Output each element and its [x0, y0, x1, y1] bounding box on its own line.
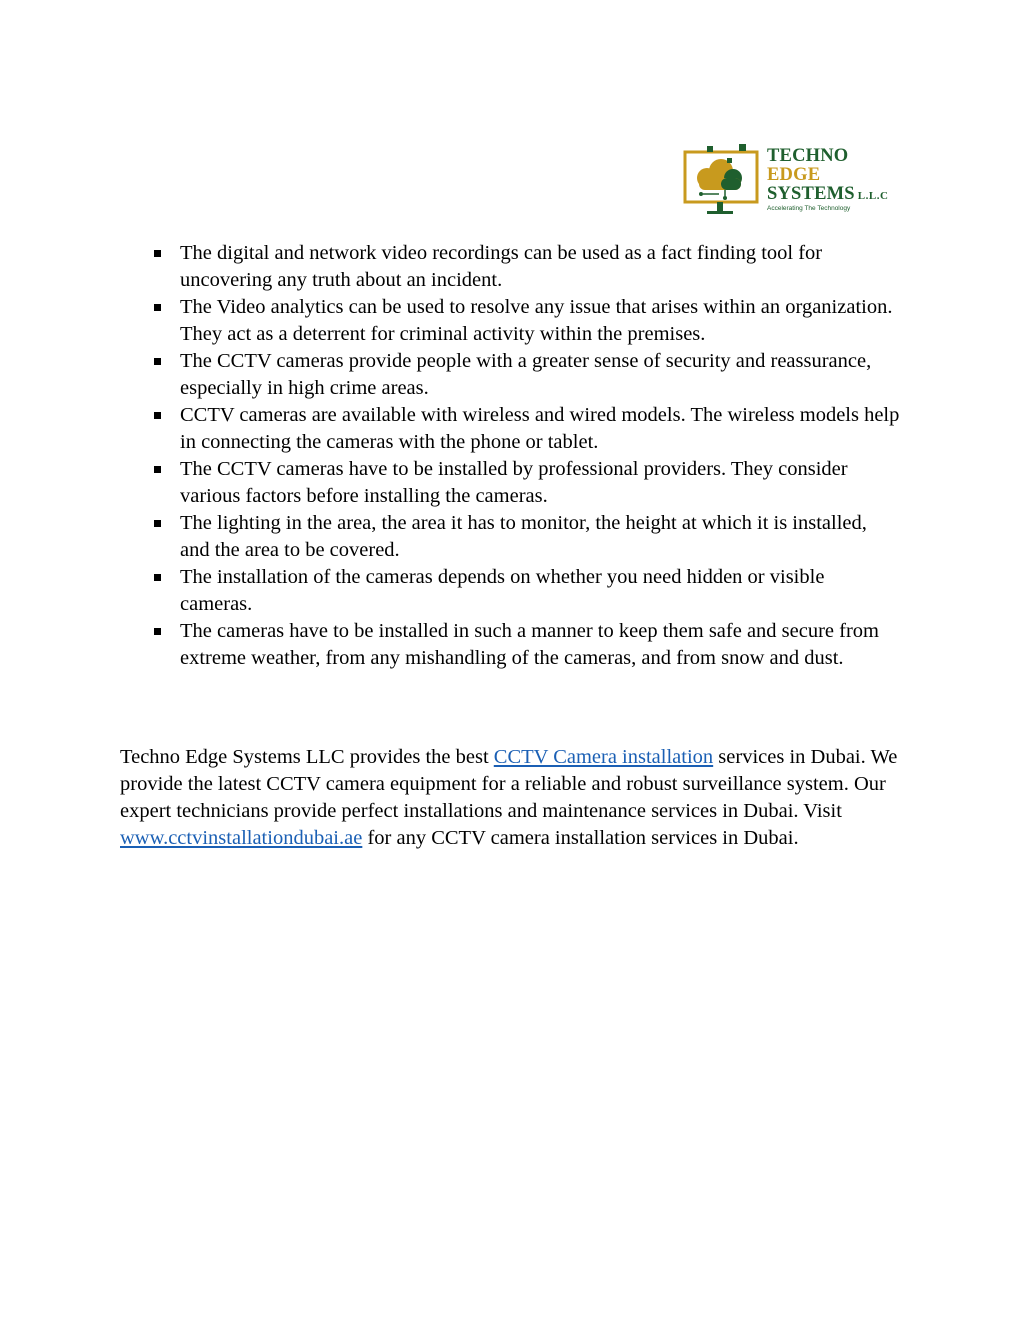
square-bullet-icon — [154, 250, 161, 257]
bullet-text: The CCTV cameras have to be installed by professional providers. They consider various factors before installing the cameras. — [180, 458, 848, 507]
logo-line-systems — [767, 185, 907, 206]
square-bullet-icon — [154, 304, 161, 311]
cctv-installation-link[interactable]: CCTV Camera installation — [493, 746, 714, 768]
logo-systems-text: SYSTEMS — [767, 184, 855, 204]
list-item — [0, 618, 900, 672]
logo-wordmark — [767, 147, 907, 213]
bullet-text: The cameras have to be installed in such a manner to keep them safe and secure from extreme weather, from any mishandling of the cameras, and from snow and dust. — [180, 620, 879, 669]
paragraph-text-2: services in Dubai. We provide the latest CCTV camera equipment for a reliable and robust surveillance system. Our expert technicians provide perfect installations and maintenance services in Dubai. Visit — [120, 746, 898, 822]
paragraph-text-3: for any CCTV camera installation services in Dubai. — [362, 827, 799, 849]
list-item — [0, 510, 900, 564]
logo-suffix: L.L.C — [857, 190, 889, 202]
cloud-monitor-logo-icon — [683, 144, 761, 218]
square-bullet-icon — [154, 358, 161, 365]
list-item — [0, 564, 900, 618]
closing-paragraph — [120, 744, 900, 852]
square-bullet-icon — [154, 628, 161, 635]
benefits-bullet-list — [0, 240, 1024, 672]
logo-line-techno: TECHNO — [767, 146, 849, 166]
list-item — [0, 348, 900, 402]
square-bullet-icon — [154, 520, 161, 527]
bullet-text: The digital and network video recordings can be used as a fact finding tool for uncovering any truth about an incident. — [180, 242, 823, 291]
bullet-text: CCTV cameras are available with wireless and wired models. The wireless models help in connecting the cameras with the phone or tablet. — [180, 404, 900, 453]
bullet-text: The installation of the cameras depends on whether you need hidden or visible cameras. — [180, 566, 825, 615]
logo-line-edge: EDGE — [767, 165, 821, 185]
square-bullet-icon — [154, 412, 161, 419]
list-item — [0, 240, 900, 294]
bullet-text: The lighting in the area, the area it has to monitor, the height at which it is installed, and the area to be covered. — [180, 512, 867, 561]
bullet-text: The CCTV cameras provide people with a greater sense of security and reassurance, especially in high crime areas. — [180, 350, 872, 399]
company-logo — [683, 144, 903, 218]
logo-tagline: Accelerating The Technology — [767, 205, 851, 212]
list-item — [0, 456, 900, 510]
square-bullet-icon — [154, 466, 161, 473]
bullet-text: The Video analytics can be used to resolve any issue that arises within an organization. They act as a deterrent for criminal activity within the premises. — [180, 296, 893, 345]
list-item — [0, 294, 900, 348]
paragraph-text-1: Techno Edge Systems LLC provides the best — [120, 746, 494, 768]
list-item — [0, 402, 900, 456]
website-link[interactable]: www.cctvinstallationdubai.ae — [120, 827, 363, 849]
square-bullet-icon — [154, 574, 161, 581]
